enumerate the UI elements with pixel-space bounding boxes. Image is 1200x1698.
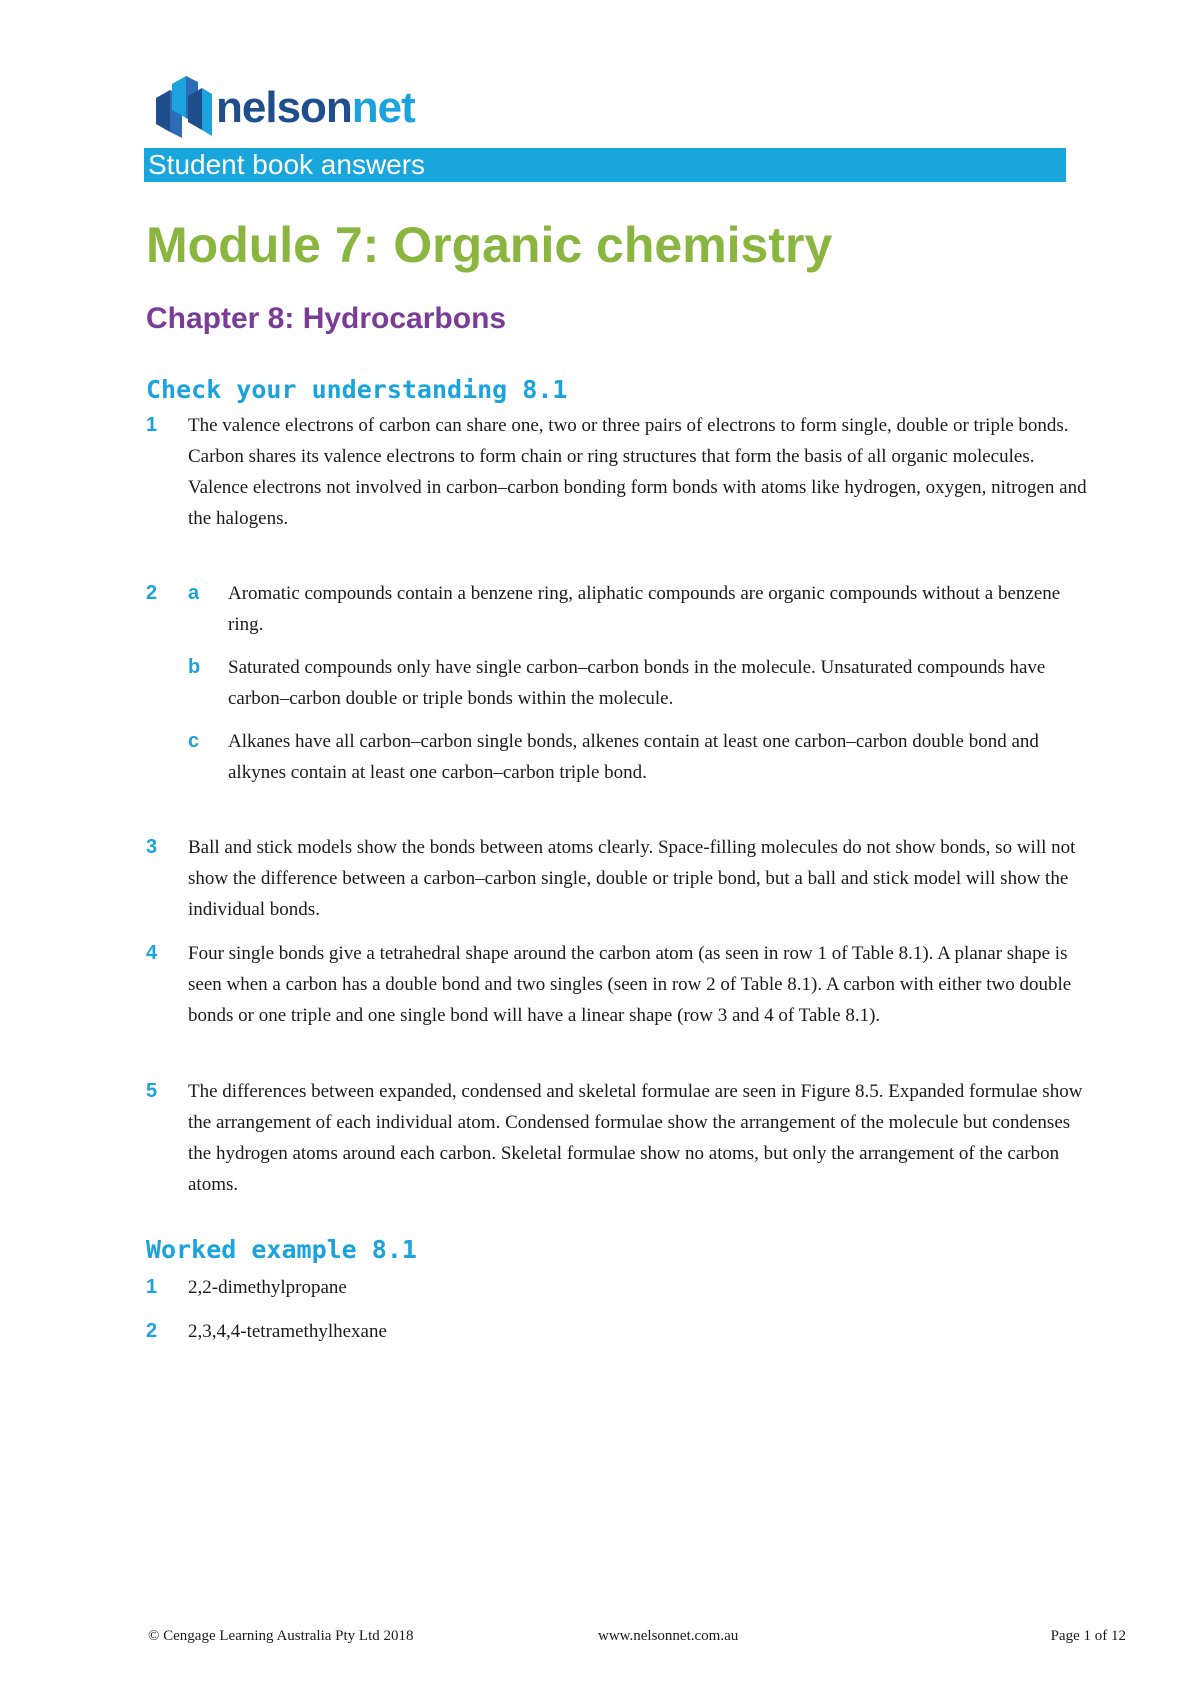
logo-text-net: net — [351, 83, 415, 132]
worked-example-heading: Worked example 8.1 — [146, 1235, 417, 1264]
sub-letter: b — [188, 656, 201, 678]
check-question-4 — [146, 938, 1076, 1031]
question-number: 2 — [146, 1320, 158, 1342]
chapter-title: Chapter 8: Hydrocarbons — [146, 302, 507, 335]
check-question-5 — [146, 1076, 1083, 1200]
footer-page-number: Page 1 of 12 — [1050, 1628, 1126, 1644]
check-question-2 — [146, 578, 1076, 788]
answer-text: The differences between expanded, condensed and skeletal formulae are seen in Figure 8.5. Expanded formulae show the arrangement of each individual atom. Condensed formulae show the arrangement of the molecule but condenses the hydrogen atoms around each carbon. Skeletal formulae show no atoms, but only the arrangement of the carbon atoms. — [188, 1081, 1083, 1195]
question-2a — [146, 578, 1076, 640]
check-understanding-heading: Check your understanding 8.1 — [146, 375, 568, 404]
question-number: 1 — [146, 414, 158, 436]
answer-text: Aromatic compounds contain a benzene ring, aliphatic compounds are organic compounds without a benzene ring. — [228, 583, 1061, 635]
question-2c — [146, 726, 1076, 788]
module-title: Module 7: Organic chemistry — [146, 217, 833, 273]
answer-text: The valence electrons of carbon can share one, two or three pairs of electrons to form single, double or triple bonds. Carbon shares its valence electrons to form chain or ring structures that form the basis of all organic molecules. Valence electrons not involved in carbon–carbon bonding form bonds with atoms like hydrogen, oxygen, nitrogen and the halogens. — [188, 415, 1087, 529]
check-question-3 — [146, 832, 1076, 925]
student-book-answers-banner: Student book answers — [144, 148, 1066, 182]
answer-text: Ball and stick models show the bonds between atoms clearly. Space-filling molecules do not show bonds, so will not show the difference between a carbon–carbon single, double or triple bond, but a ball and stick model will show the individual bonds. — [188, 837, 1076, 920]
answer-text: Four single bonds give a tetrahedral shape around the carbon atom (as seen in row 1 of Table 8.1). A planar shape is seen when a carbon has a double bond and two singles (seen in row 2 of Table 8.1). A carbon with either two double bonds or one triple and one single bond will have a linear shape (row 3 and 4 of Table 8.1). — [188, 943, 1072, 1026]
answer-text: Saturated compounds only have single carbon–carbon bonds in the molecule. Unsaturated compounds have carbon–carbon double or triple bonds within the molecule. — [228, 657, 1046, 709]
question-number: 4 — [146, 942, 158, 964]
question-2b — [146, 652, 1076, 714]
check-question-1 — [146, 410, 1087, 534]
footer-copyright: © Cengage Learning Australia Pty Ltd 2018 — [148, 1628, 414, 1644]
question-number: 1 — [146, 1276, 158, 1298]
worked-question-2 — [146, 1316, 1076, 1347]
question-number: 5 — [146, 1080, 158, 1102]
logo-text-nelson: nelson — [216, 83, 352, 132]
sub-letter: c — [188, 730, 200, 752]
answer-text: 2,3,4,4-tetramethylhexane — [188, 1321, 387, 1342]
sub-letter: a — [188, 582, 200, 604]
worked-question-1 — [146, 1272, 1076, 1303]
question-number: 3 — [146, 836, 158, 858]
footer-website-link[interactable]: www.nelsonnet.com.au — [598, 1628, 739, 1644]
answer-text: 2,2-dimethylpropane — [188, 1277, 347, 1298]
question-number: 2 — [146, 582, 158, 604]
answer-text: Alkanes have all carbon–carbon single bonds, alkenes contain at least one carbon–carbon double bond and alkynes contain at least one carbon–carbon triple bond. — [228, 731, 1039, 783]
nelsonnet-logo-icon — [150, 76, 214, 140]
logo-wordmark — [216, 83, 415, 132]
nelsonnet-logo — [150, 76, 415, 140]
